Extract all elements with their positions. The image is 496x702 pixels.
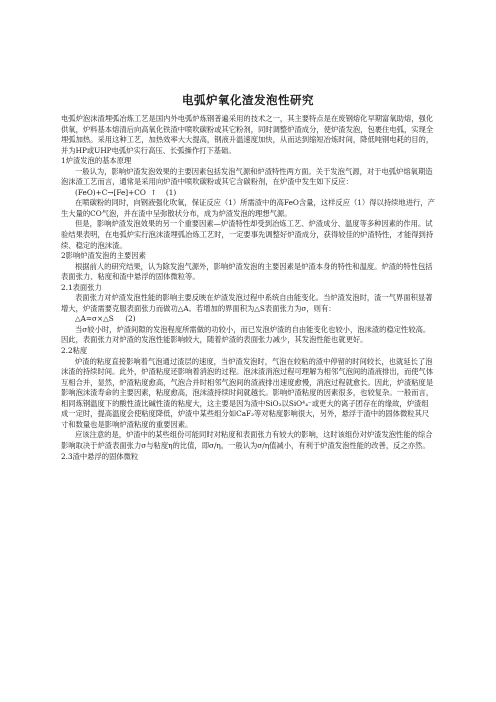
section-1-paragraph-3: 但是，影响炉渣发泡效果的另一个重要因素—炉渣特性却受到冶炼工艺、炉渣成分、温度等多种因素的作用。试验结果表明，在电弧炉实行泡沫渣埋弧冶炼工艺时，一定要事先调整好炉渣成分，获得较佳的炉渣特性，才能得到持续、稳定的泡沫渣。 <box>61 219 434 250</box>
section-1-paragraph-1: 一般认为，影响炉渣发泡效果的主要因素包括发泡气源和炉渣特性两方面。关于发泡气源，对于电弧炉熔氧期造泡沫渣工艺而言，通常是采用向炉渣中喷吹碳粉或其它含碳粉剂，在炉渣中发生如下反应： <box>61 166 433 187</box>
document-title: 电弧炉氧化渣发泡性研究 <box>182 93 314 107</box>
section-2-3-heading: 2.3渣中悬浮的固体微粒 <box>61 451 139 461</box>
section-2-2-paragraph-1: 炉渣的粘度直接影响着气泡通过渣层的速度，当炉渣发泡时，气泡在较粘的渣中停留的时间较长，也就延长了泡沫渣的持续时间。此外，炉渣粘度还影响着消泡的过程。泡沫渣消泡过程可理解为相邻气泡间的渣液排出，而使气体互相合并，显然，炉渣粘度愈高，气泡合并时相邻气泡间的渣液排出速度愈慢，消泡过程就愈长。因此，炉渣粘度是影响泡沫渣寿命的主要因素，粘度愈高，泡沫渣持续时间就越长。影响炉渣粘度的因素很多，也较复杂。一般而言，相同炼钢温度下的酸性渣比碱性渣的粘度大，这主要是因为渣中SiO₂以SiO⁴₄⁻或更大的离子团存在的缘故，炉渣组成一定时，提高温度会使粘度降低，炉渣中某些组分如CaF₂等对粘度影响很大，另外，悬浮于渣中的固体微粒其尺寸和数量也是影响炉渣粘度的重要因素。 <box>61 356 434 429</box>
section-2-1-paragraph-2: 当σ较小时，炉渣间隙的发泡程度所需做的功较小，而已发泡炉渣的自由能变化也较小，泡沫渣的稳定性较高。因此，表面张力对炉渣的发泡性能影响较大，随着炉渣的表面张力减少，其发泡性能也就更好。 <box>61 324 431 345</box>
section-2-1-heading: 2.1表面张力 <box>61 282 102 292</box>
document-body <box>61 114 435 462</box>
equation-2: △A=σ×△S (2) <box>75 314 136 324</box>
section-2-2-paragraph-2: 应该注意的是，炉渣中的某些组份可能同时对粘度和表面张力有较大的影响，这时该组份对炉渣发泡性能的综合影响取决于炉渣表面张力σ与粘度η的比值，即σ/η。一般认为σ/η值减小，有利于炉渣发泡性能的改善，反之亦然。 <box>61 430 433 450</box>
intro-paragraph: 电弧炉泡沫渣埋弧冶炼工艺是国内外电弧炉炼钢普遍采用的技术之一，其主要特点是在废钢熔化早期富氧助熔，强化供氧，炉料基本熔清后向高氧化铁渣中喷吹碳粉或其它粉剂，同时调整炉渣成分，使炉渣发泡，包裹住电弧，实现全埋弧加热。采用这种工艺，加热效率大大提高，钢液升温速度加快，从而达到缩短冶炼时间，降低吨钢电耗的目的，并为HP或UHP电弧炉实行高压、长弧操作打下基础。 <box>61 114 434 155</box>
section-2-paragraph-1: 根据前人的研究结果，认为除发泡气源外，影响炉渣发泡的主要因素是炉渣本身的特性和温度。炉渣的特性包括表面张力、粘度和渣中悬浮的固体微粒等。 <box>61 261 433 282</box>
section-2-2-heading: 2.2粘度 <box>61 346 88 356</box>
section-2-heading: 2影响炉渣发泡的主要因素 <box>61 251 146 261</box>
equation-1: (FeO)+C→[Fe]+CO ↑ (1) <box>75 187 177 197</box>
section-1-paragraph-2: 在喷碳粉的同时，向钢液强化吹氧，保证反应（1）所需渣中的高FeO含量，这样反应（1）得以持续地进行，产生大量的CO气泡，并在渣中呈弥散状分布，成为炉渣发泡的理想气源。 <box>61 198 435 218</box>
section-1-heading: 1炉渣发泡的基本原理 <box>61 156 132 166</box>
section-2-1-paragraph-1: 表面张力对炉渣发泡性能的影响主要反映在炉渣发泡过程中系统自由能变化。当炉渣发泡时，渣一气界面积显著增大，炉渣需要克服表面张力而做功△A。若增加的界面积为△S表面张力为σ，则有： <box>61 293 433 313</box>
